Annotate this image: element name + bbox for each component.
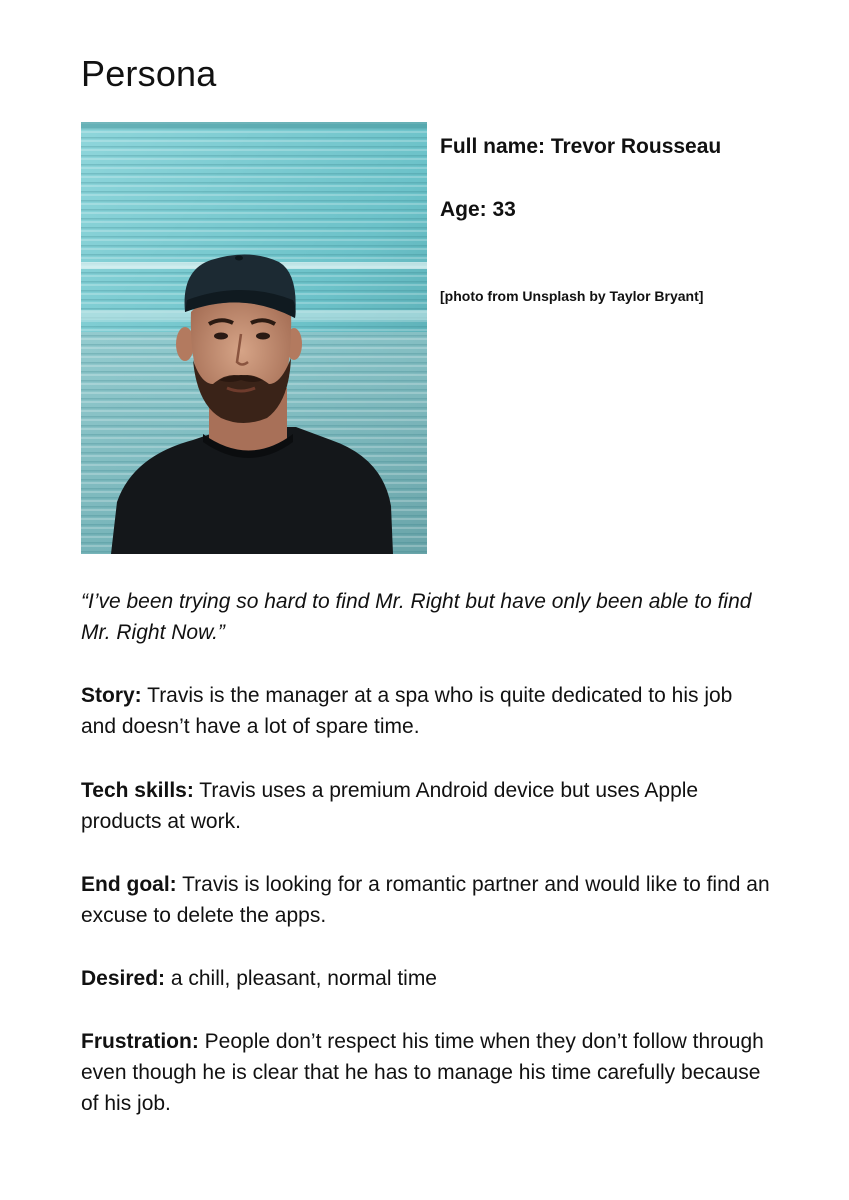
full-name: Full name: Trevor Rousseau [440,135,722,158]
age: Age: 33 [440,198,516,221]
tech-skills-text: Travis uses a premium Android device but uses Apple products at work. [81,779,699,833]
end-goal-text: Travis is looking for a romantic partner and would like to find an excuse to delete the apps. [81,873,770,927]
frustration-section [81,1026,771,1119]
story-text: Travis is the manager at a spa who is quite dedicated to his job and doesn’t have a lot of spare time. [81,684,733,738]
persona-quote: “I’ve been trying so hard to find Mr. Right but have only been able to find Mr. Right Now.” [81,590,752,644]
frustration-text: People don’t respect his time when they don’t follow through even though he is clear that he has to manage his time carefully because of his job. [81,1030,764,1115]
tech-skills-label: Tech skills: [81,779,194,802]
desired-text: a chill, pleasant, normal time [165,967,437,990]
end-goal-label: End goal: [81,873,177,896]
desired-label: Desired: [81,967,166,990]
page-title: Persona [81,53,217,94]
story-label: Story: [81,684,142,707]
story-section [81,680,771,742]
persona-photo-illustration [81,122,427,554]
persona-photo [81,122,427,554]
tech-skills-section [81,775,771,837]
frustration-label: Frustration: [81,1030,199,1053]
photo-credit: [photo from Unsplash by Taylor Bryant] [440,288,704,304]
end-goal-section [81,869,771,931]
desired-section [81,963,771,994]
